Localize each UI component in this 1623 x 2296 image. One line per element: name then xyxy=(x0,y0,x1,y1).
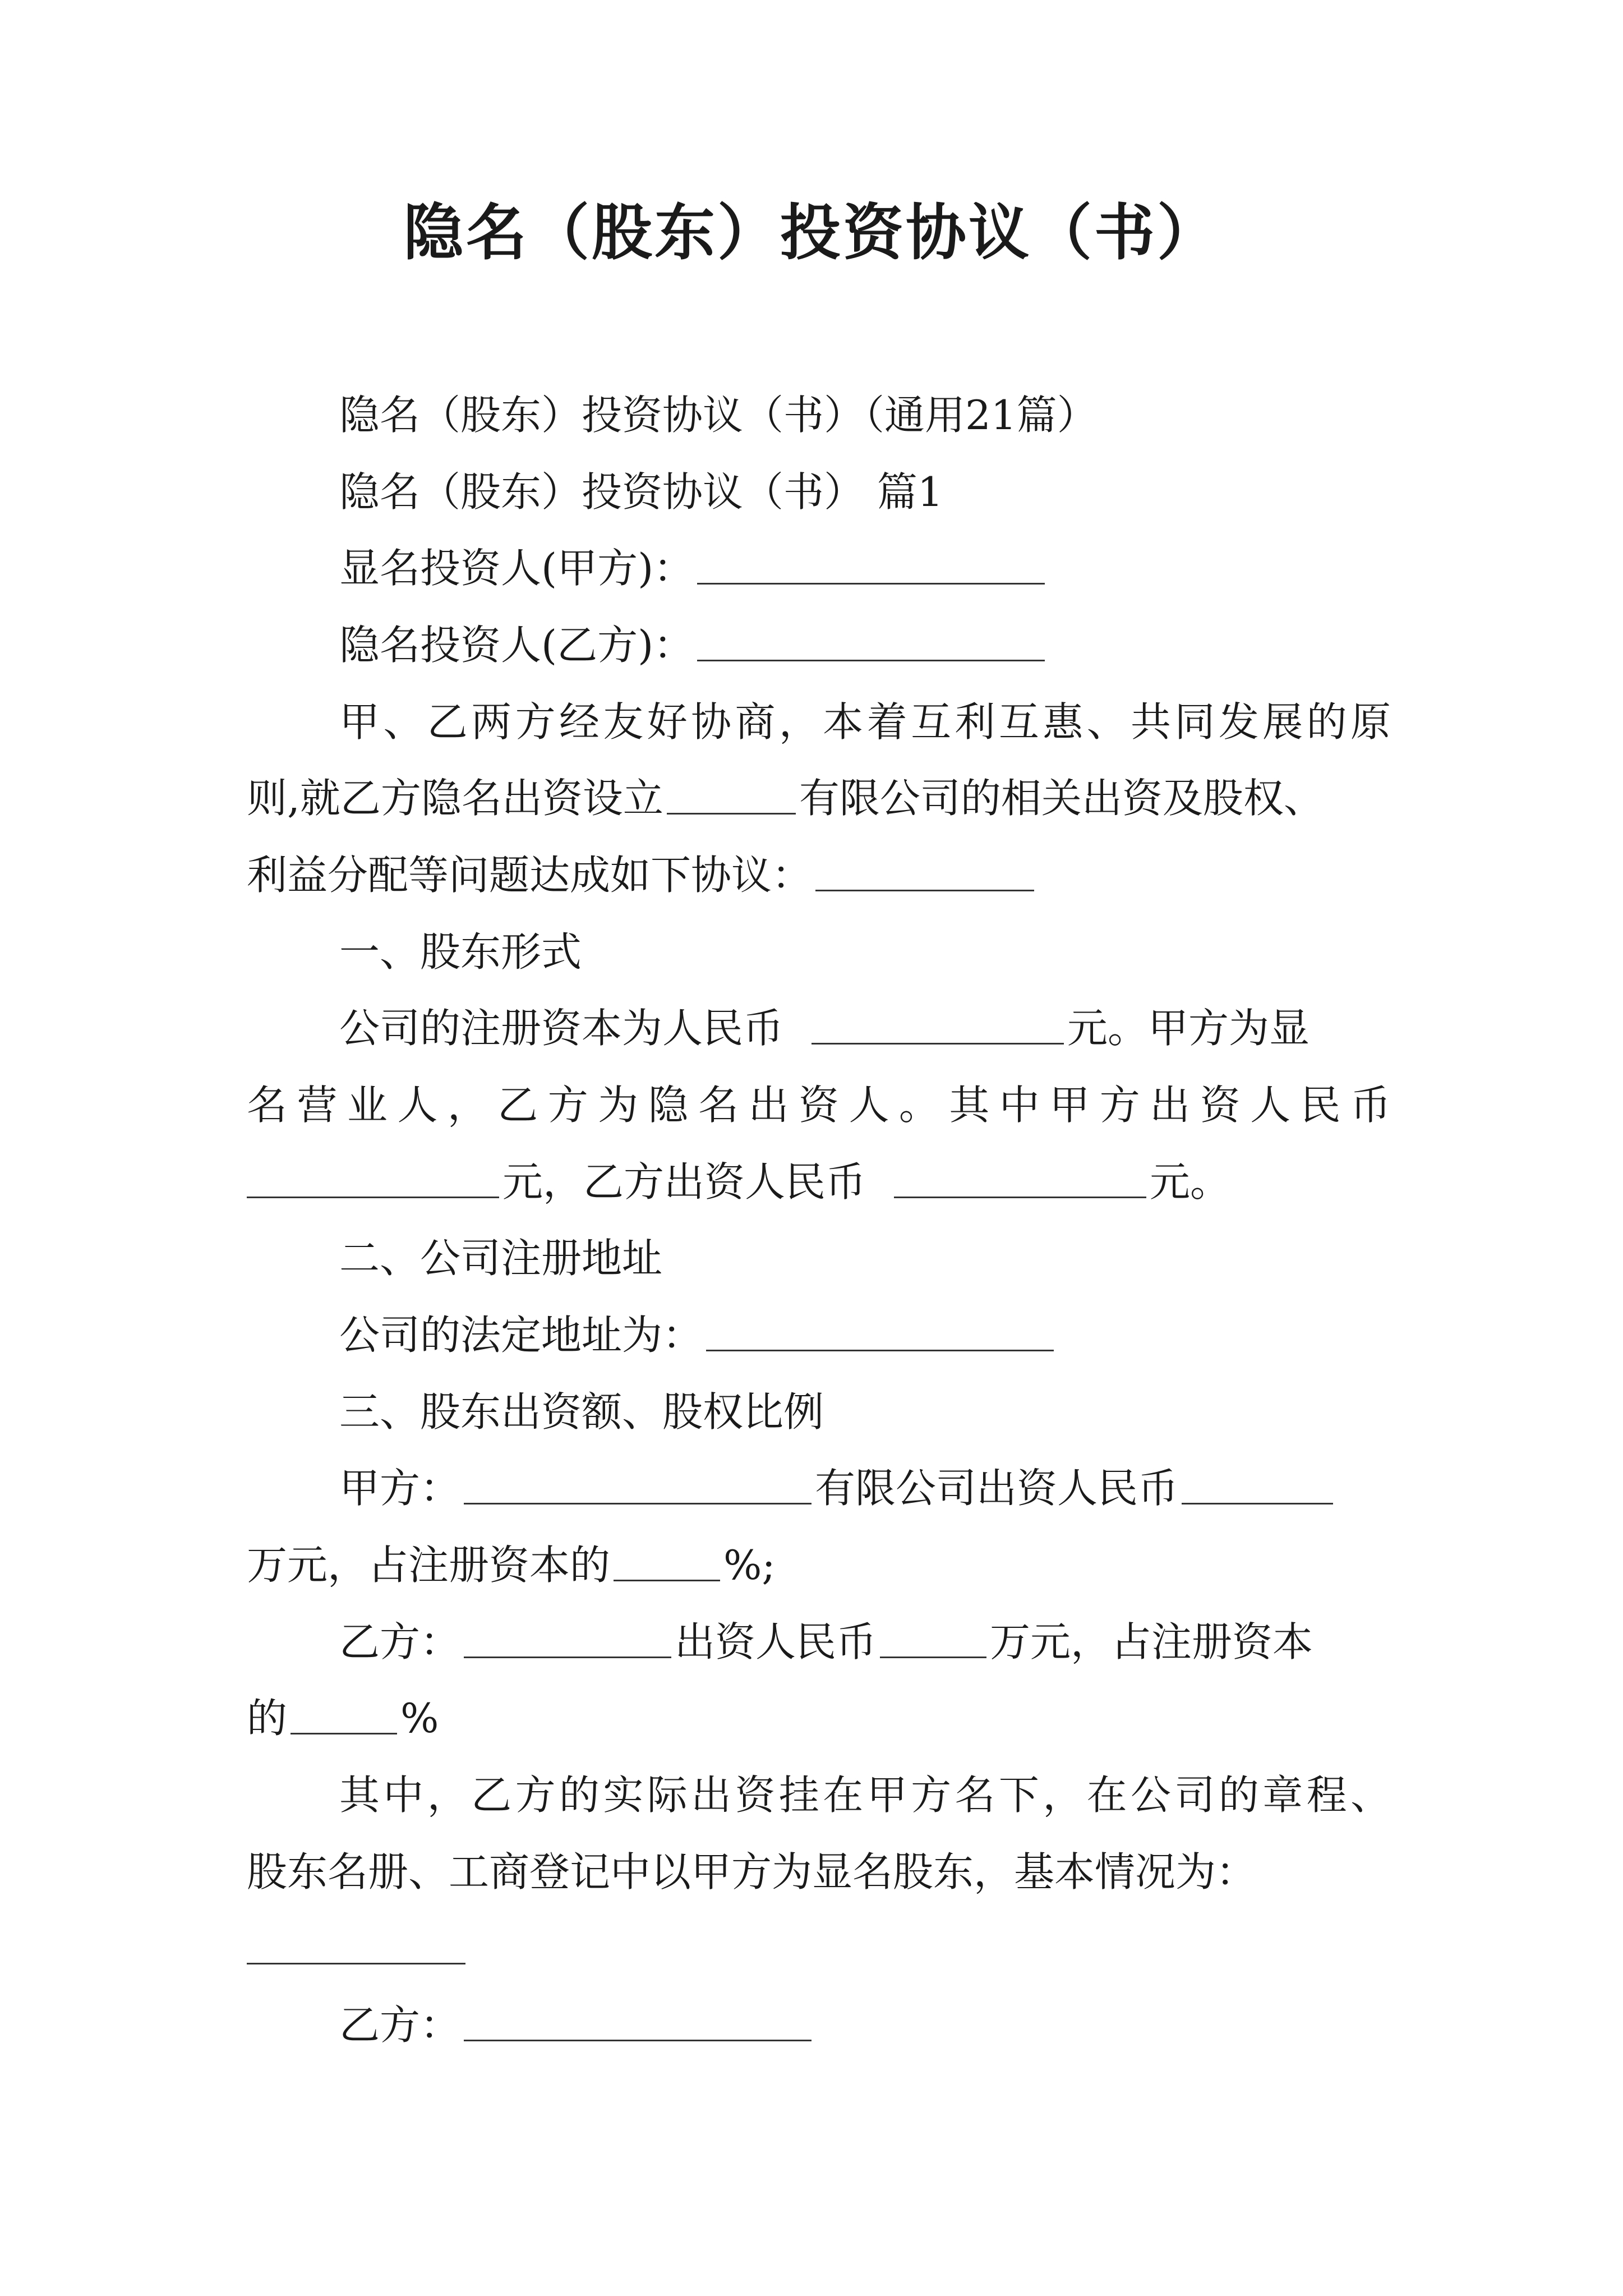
party-b-info-blank xyxy=(464,2000,811,2041)
sec1-text-1b: 元。甲方为显 xyxy=(1067,1005,1310,1052)
document-subtitle: 隐名（股东）投资协议（书）（通用21篇） xyxy=(339,392,1098,439)
party-b-label: 隐名投资人(乙方)： xyxy=(339,622,694,669)
sec3-text-d1: 乙方： xyxy=(339,2001,461,2049)
sec3-line-b1 xyxy=(247,1614,1483,1670)
sec1-text-1a: 公司的注册资本为人民币 xyxy=(339,1005,784,1052)
intro-text-2a: 则,就乙方隐名出资设立 xyxy=(247,775,663,822)
section-heading: 隐名（股东）投资协议（书） 篇1 xyxy=(339,468,943,516)
sec3-text-b1c: 万元，占注册资本 xyxy=(990,1618,1313,1665)
document-title: 隐名（股东）投资协议（书） xyxy=(403,197,1220,268)
sec3-line-d1 xyxy=(247,1997,1483,2053)
sec2-line-1 xyxy=(247,1307,1483,1363)
intro-blank xyxy=(815,850,1034,891)
party-b-ratio-blank xyxy=(291,1694,397,1734)
party-b-name-blank xyxy=(464,1617,671,1658)
sec1-line-2: 名营业人，乙方为隐名出资人。其中甲方出资人民币 xyxy=(247,1082,1391,1129)
basic-info-blank xyxy=(247,1924,465,1964)
sec3-line-c1: 其中，乙方的实际出资挂在甲方名下，在公司的章程、 xyxy=(339,1772,1391,1819)
sec1-text-3a: 元，乙方出资人民币 xyxy=(502,1158,866,1205)
sec3-text-a1a: 甲方： xyxy=(339,1465,461,1512)
party-a-capital-blank xyxy=(1182,1464,1333,1504)
party-b-line xyxy=(247,617,1483,673)
sec1-heading: 一、股东形式 xyxy=(339,928,582,976)
party-b-capital-blank xyxy=(880,1617,986,1658)
company-name-blank xyxy=(667,774,796,815)
party-a-company-blank xyxy=(464,1464,811,1504)
sec1-line-1 xyxy=(247,1000,1483,1056)
sec3-line-b2 xyxy=(247,1690,1391,1746)
sec3-line-c3 xyxy=(247,1920,1391,1976)
party-b-amount-blank xyxy=(894,1157,1146,1198)
sec2-text-1: 公司的法定地址为： xyxy=(339,1312,703,1359)
intro-line-1: 甲、乙两方经友好协商，本着互利互惠、共同发展的原 xyxy=(339,698,1391,746)
intro-text-2b: 有限公司的相关出资及股权、 xyxy=(799,775,1324,822)
capital-blank xyxy=(811,1004,1064,1045)
intro-text-3: 利益分配等问题达成如下协议： xyxy=(247,852,813,899)
sec3-text-b1b: 出资人民币 xyxy=(675,1618,877,1665)
sec3-text-b2a: 的 xyxy=(247,1695,288,1742)
sec1-line-3 xyxy=(247,1154,1391,1210)
party-b-blank xyxy=(697,620,1045,661)
sec3-text-a2a: 万元，占注册资本的 xyxy=(247,1542,611,1589)
sec3-line-c2: 股东名册、工商登记中以甲方为显名股东，基本情况为： xyxy=(247,1848,1257,1895)
sec3-text-a2b: %; xyxy=(723,1542,776,1589)
party-a-label: 显名投资人(甲方)： xyxy=(339,545,694,592)
intro-line-3 xyxy=(247,847,1391,903)
sec3-text-b1a: 乙方： xyxy=(339,1618,461,1665)
sec3-line-a1 xyxy=(247,1460,1483,1516)
sec1-text-3b: 元。 xyxy=(1150,1158,1231,1205)
sec3-text-b2b: % xyxy=(400,1695,439,1742)
sec2-heading: 二、公司注册地址 xyxy=(339,1235,663,1282)
sec3-heading: 三、股东出资额、股权比例 xyxy=(339,1388,824,1435)
party-a-ratio-blank xyxy=(614,1540,720,1581)
sec3-text-a1b: 有限公司出资人民币 xyxy=(815,1465,1179,1512)
address-blank xyxy=(706,1310,1054,1351)
party-a-blank xyxy=(697,544,1045,585)
party-a-line xyxy=(247,540,1483,596)
party-a-amount-blank xyxy=(247,1157,499,1198)
sec3-line-a2 xyxy=(247,1537,1391,1593)
intro-line-2 xyxy=(247,770,1391,826)
